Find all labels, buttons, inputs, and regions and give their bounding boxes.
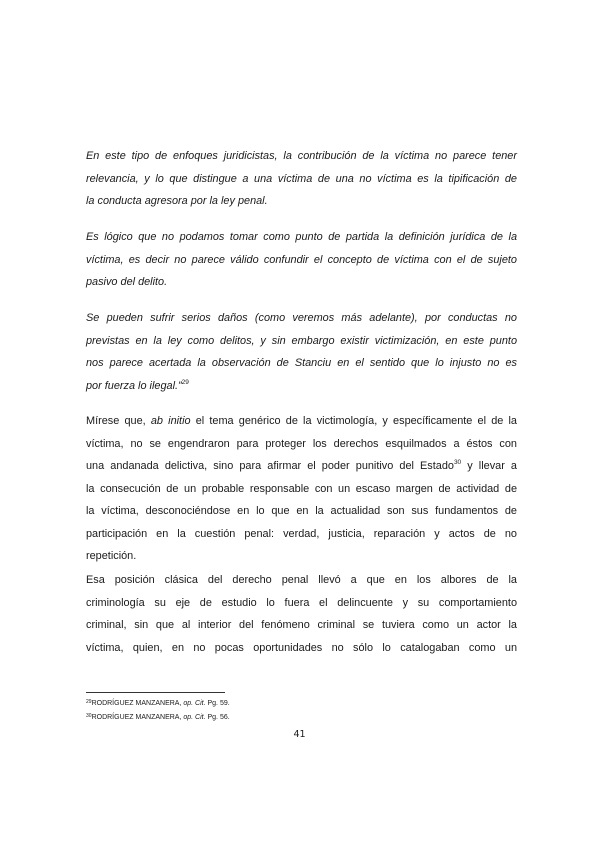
footnote-page: Pg. 59. — [205, 700, 230, 707]
text-line: pasivo del delito. — [86, 276, 168, 288]
footnote-30 — [86, 713, 230, 723]
quote-paragraph-3 — [86, 307, 517, 397]
text-line: víctima, quien, en no pocas oportunidades no sólo lo catalogaban como un — [86, 641, 517, 654]
text-line: criminología su eje de estudio lo fuera el delincuente y su comportamiento — [86, 596, 517, 609]
text-line — [86, 375, 517, 398]
footnote-number: 29 — [86, 699, 92, 705]
quote-paragraph-1 — [86, 145, 517, 213]
footnote-number: 30 — [86, 713, 92, 719]
text-line: víctima, no se engendraron para proteger los derechos esquilmados a éstos con — [86, 437, 517, 450]
latin-term: ab initio — [150, 415, 191, 427]
text-fragment: y llevar a — [461, 460, 517, 472]
text-line: criminal, sin que al interior del fenómeno criminal se tuviera como un actor la — [86, 619, 517, 631]
text-line: Es lógico que no podamos tomar como punto de partida la definición jurídica de la — [86, 231, 517, 243]
footnote-ref-29[interactable]: 29 — [181, 378, 189, 386]
text-fragment: Mírese que, — [86, 415, 151, 427]
text-line: la víctima, desconociéndose en lo que en la actualidad son sus fundamentos de — [86, 505, 517, 517]
quote-paragraph-2 — [86, 226, 517, 294]
text-line: relevancia, y lo que distingue a una víctima de una no víctima es la tipificación de — [86, 172, 517, 185]
text-line: víctima, es decir no parece válido confundir el concepto de víctima con el de sujeto — [86, 253, 517, 266]
text-line: la consecución de un probable responsable con un escaso margen de actividad de — [86, 482, 517, 495]
footnote-page: Pg. 56. — [205, 714, 230, 721]
text-line: repetición. — [86, 550, 137, 562]
footnote-ref-30[interactable]: 30 — [453, 459, 462, 466]
text-line: participación en la cuestión penal: verdad, justicia, reparación y actos de no — [86, 527, 517, 540]
body-paragraph-2 — [86, 569, 517, 659]
text-fragment: por fuerza lo ilegal.” — [86, 379, 182, 392]
text-line: la conducta agresora por la ley penal. — [86, 195, 268, 207]
text-line: Se pueden sufrir serios daños (como veremos más adelante), por conductas no — [86, 312, 517, 324]
text-line — [86, 410, 517, 433]
page-number: 41 — [293, 729, 306, 740]
footnote-separator — [86, 692, 225, 693]
footnote-cite: op. Cit. — [183, 714, 206, 721]
text-line: previstas en la ley como delitos, y sin embargo existir victimización, en este punto — [86, 334, 517, 347]
text-line: Esa posición clásica del derecho penal llevó a que en los albores de la — [86, 574, 517, 586]
footnote-author: RODRÍGUEZ MANZANERA, — [91, 714, 182, 721]
body-paragraph-1 — [86, 410, 517, 568]
footnote-29 — [86, 699, 230, 709]
footnote-cite: op. Cit. — [183, 700, 206, 707]
text-line — [86, 455, 517, 478]
text-fragment: el tema genérico de la victimología, y específicamente el de la — [190, 415, 517, 427]
text-line: En este tipo de enfoques juridicistas, la contribución de la víctima no parece tener — [86, 150, 517, 162]
footnote-author: RODRÍGUEZ MANZANERA, — [91, 700, 182, 707]
text-fragment: una andanada delictiva, sino para afirmar el poder punitivo del Estado — [86, 460, 454, 472]
text-line: nos parece acertada la observación de Stanciu en el sentido que lo injusto no es — [86, 357, 517, 369]
